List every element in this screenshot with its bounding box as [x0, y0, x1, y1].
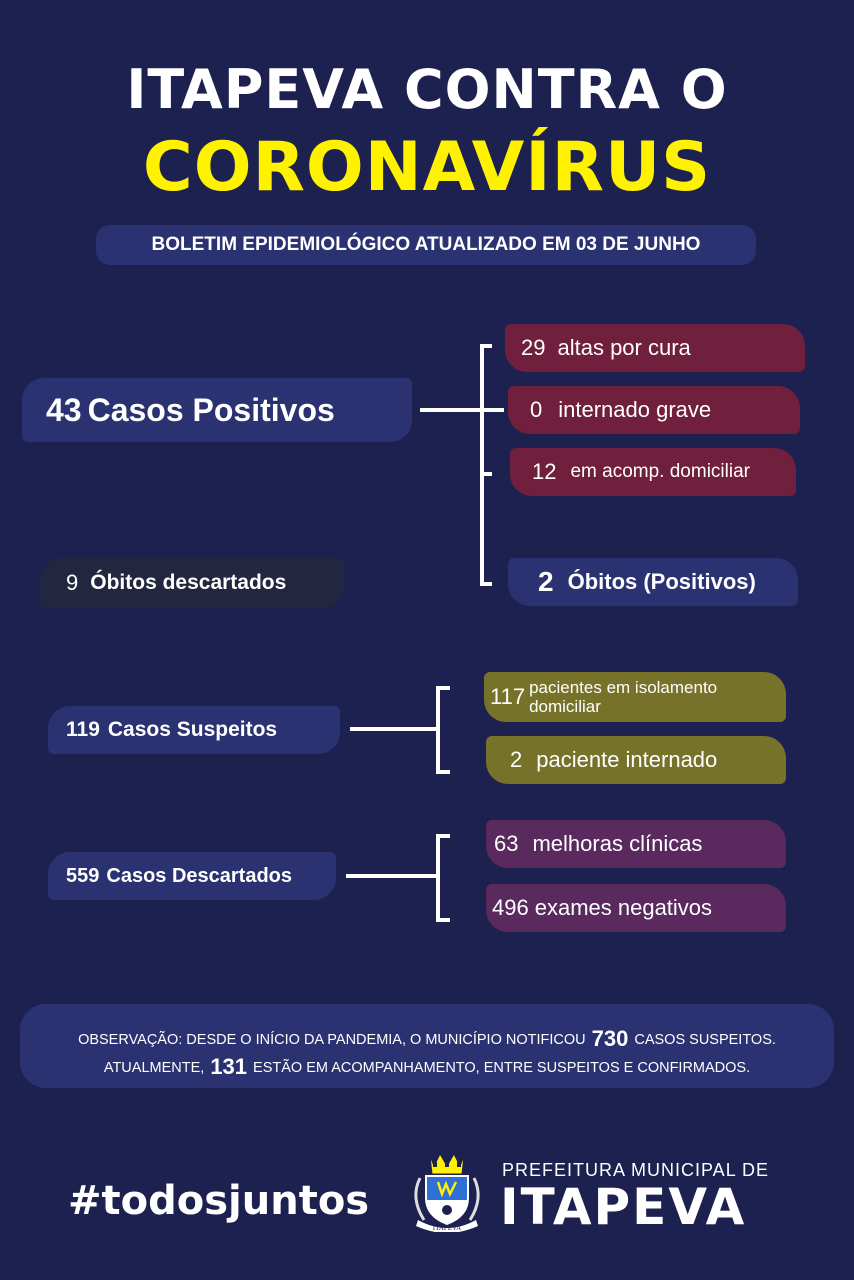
- notified-suspected-count: 730: [591, 1026, 629, 1051]
- clinical-improvement-box: [486, 820, 786, 868]
- city-name: ITAPEVA: [500, 1178, 747, 1236]
- clinical-improvement-label: melhoras clínicas: [532, 831, 703, 856]
- negative-tests-count: 496: [492, 895, 529, 920]
- positive-deaths-label: Óbitos (Positivos): [567, 569, 756, 594]
- severe-hospitalized-count: 0: [530, 397, 543, 422]
- connector-line: [346, 874, 440, 878]
- bracket-vertical: [436, 834, 440, 922]
- positive-deaths-count: 2: [538, 566, 554, 597]
- suspected-cases-count: 119: [66, 718, 100, 741]
- discarded-deaths-count: 9: [66, 570, 79, 595]
- observation-line1-post: CASOS SUSPEITOS.: [634, 1032, 776, 1048]
- suspected-hospitalized-label: paciente internado: [536, 747, 718, 772]
- crest-ribbon-text: ITAPEVA: [432, 1224, 462, 1232]
- home-isolation-label-line2: domiciliar: [529, 697, 601, 716]
- hashtag: #todosjuntos: [68, 1178, 370, 1224]
- bracket-tick: [436, 918, 450, 922]
- home-monitoring-box: [510, 448, 796, 496]
- positive-cases-box: [22, 378, 412, 442]
- recovered-label: altas por cura: [557, 335, 691, 360]
- recovered-box: [505, 324, 805, 372]
- bracket-tick: [436, 770, 450, 774]
- home-isolation-label-line1: pacientes em isolamento: [529, 678, 718, 697]
- bracket-vertical: [436, 686, 440, 774]
- suspected-hospitalized-count: 2: [510, 747, 523, 772]
- observation-line2-pre: ATUALMENTE,: [103, 1060, 205, 1076]
- positive-cases-label: Casos Positivos: [87, 391, 335, 428]
- home-monitoring-label: em acomp. domiciliar: [570, 461, 750, 482]
- home-monitoring-count: 12: [532, 459, 557, 484]
- discarded-cases-count: 559: [66, 864, 100, 887]
- monitoring-count: 131: [210, 1054, 248, 1079]
- suspected-cases-box: [48, 706, 340, 754]
- clinical-improvement-count: 63: [494, 831, 519, 856]
- severe-hospitalized-label: internado grave: [558, 397, 712, 422]
- prefeitura-label: PREFEITURA MUNICIPAL DE: [502, 1160, 770, 1180]
- positive-deaths-box: [508, 558, 798, 606]
- connector-line: [350, 727, 440, 731]
- positive-cases-count: 43: [46, 391, 82, 428]
- negative-tests-box: [486, 884, 786, 932]
- observation-line2: [20, 1054, 834, 1080]
- suspected-hospitalized-box: [486, 736, 786, 784]
- bracket-tick: [480, 472, 492, 476]
- discarded-deaths-label: Óbitos descartados: [90, 571, 287, 594]
- title-line1: ITAPEVA CONTRA O: [126, 58, 728, 121]
- observation-box: [20, 1004, 834, 1088]
- title-line2: CORONAVÍRUS: [142, 128, 712, 207]
- home-isolation-label: [529, 678, 717, 716]
- home-isolation-box: [484, 672, 786, 722]
- bracket-tick: [480, 408, 504, 412]
- bracket-tick: [436, 686, 450, 690]
- discarded-cases-box: [48, 852, 336, 900]
- suspected-cases-label: Casos Suspeitos: [107, 718, 278, 741]
- negative-tests-label: exames negativos: [534, 895, 713, 920]
- discarded-cases-label: Casos Descartados: [106, 864, 293, 887]
- city-crest-icon: [404, 1150, 490, 1232]
- observation-line1-pre: OBSERVAÇÃO: DESDE O INÍCIO DA PANDEMIA, O MUNICÍPIO NOTIFICOU: [78, 1032, 586, 1048]
- severe-hospitalized-box: [508, 386, 800, 434]
- observation-line2-post: ESTÃO EM ACOMPANHAMENTO, ENTRE SUSPEITOS E CONFIRMADOS.: [253, 1060, 751, 1076]
- discarded-deaths-box: [40, 558, 344, 608]
- bracket-tick: [480, 582, 492, 586]
- bracket-vertical: [480, 344, 484, 586]
- connector-line: [420, 408, 482, 412]
- home-isolation-count: 117: [490, 684, 526, 709]
- bracket-tick: [480, 344, 492, 348]
- bulletin-subtitle: BOLETIM EPIDEMIOLÓGICO ATUALIZADO EM 03 DE JUNHO: [96, 225, 756, 265]
- recovered-count: 29: [521, 335, 546, 360]
- observation-line1: [20, 1026, 834, 1052]
- bracket-tick: [436, 834, 450, 838]
